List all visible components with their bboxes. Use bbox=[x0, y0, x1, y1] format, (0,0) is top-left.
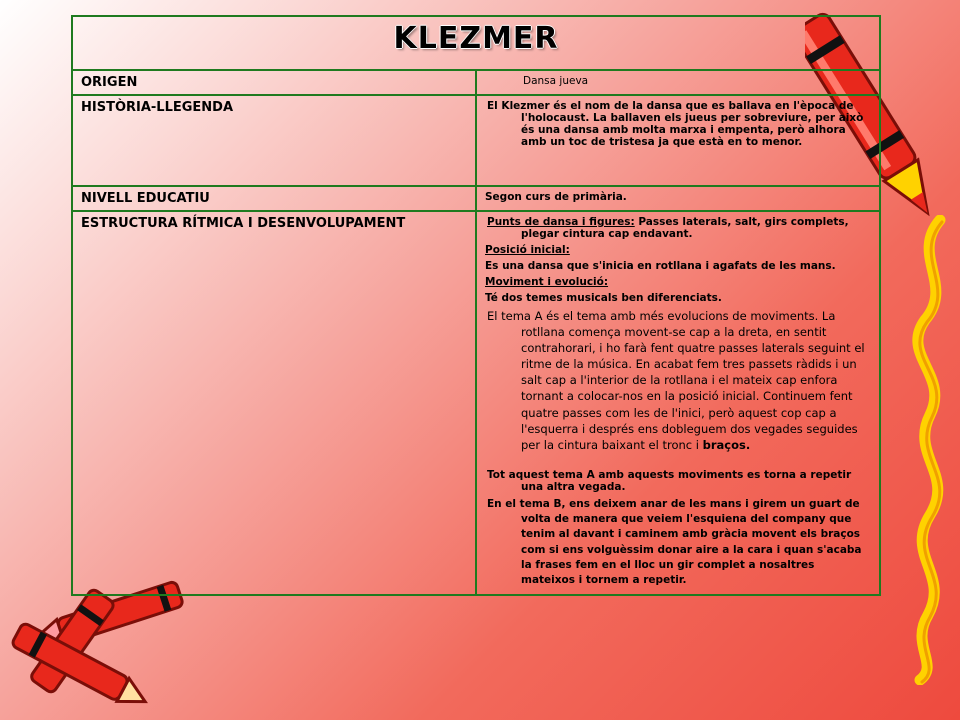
page-title: KLEZMER bbox=[393, 21, 559, 56]
punts-paragraph bbox=[485, 216, 871, 240]
row-origen bbox=[72, 70, 880, 95]
origen-text: Dansa jueva bbox=[523, 75, 589, 87]
value-nivell: Segon curs de primària. bbox=[476, 186, 880, 211]
value-estructura bbox=[476, 211, 880, 595]
value-historia bbox=[476, 95, 880, 186]
tema-b-text: En el tema B, ens deixem anar de les mans i girem un guart de volta de manera que veiem l'esquiena del company que tenim al davant i caminem amb gràcia movent els braços com si ens volguèssim donar aire a la cara i quan s'acaba la frases fem en el lloc un gir complet a nosaltres mateixos i tornem a repetir. bbox=[487, 497, 862, 586]
value-origen bbox=[476, 70, 880, 95]
moviment-text: Té dos temes musicals ben diferenciats. bbox=[485, 292, 722, 304]
estructura-label-text: ESTRUCTURA RÍTMICA I DESENVOLUPAMENT bbox=[81, 216, 406, 231]
row-nivell bbox=[72, 186, 880, 211]
punts-text: Passes laterals, salt, girs complets, plegar cintura cap endavant. bbox=[521, 216, 849, 240]
punts-heading: Punts de dansa i figures: bbox=[487, 216, 635, 228]
tema-a-text: El tema A és el tema amb més evolucions de moviments. La rotllana comença movent-se cap a la dreta, en sentit contrahorari, i ho farà fent quatre passes laterals seguint el ritme de la música. En acabat fem tres passets ràdids i un salt cap a l'interior de la rotllana i el mateix cap enfora tornant a colocar-nos en la posició inicial. Continuem fent quatre passes com les de l'inici, però aquest cop cap a l'esquerra i després ens dobleguem dos vegades seguides per la cintura baixant el tronc i bbox=[487, 309, 865, 452]
posicio-text: Es una dansa que s'inicia en rotllana i agafats de les mans. bbox=[485, 260, 836, 272]
label-nivell: NIVELL EDUCATIU bbox=[72, 186, 476, 211]
historia-text: El Klezmer és el nom de la dansa que es ballava en l'època de l'holocaust. La ballaven els jueus per sobreviure, per això és una dansa amb molta marxa i empenta, però alhora amb un toc de tristesa ja que està en to menor. bbox=[487, 100, 864, 148]
row-estructura bbox=[72, 211, 880, 595]
posicio-heading: Posició inicial: bbox=[485, 244, 570, 256]
title-row bbox=[72, 16, 880, 70]
tema-a-bold: braços. bbox=[702, 437, 751, 452]
label-historia: HISTÒRIA-LLEGENDA bbox=[72, 95, 476, 186]
klezmer-info-table bbox=[71, 15, 881, 596]
label-estructura bbox=[72, 211, 476, 595]
row-historia bbox=[72, 95, 880, 186]
title-cell bbox=[72, 16, 880, 70]
yellow-squiggle-icon bbox=[900, 215, 960, 685]
label-origen: ORIGEN bbox=[72, 70, 476, 95]
tema-a-paragraph bbox=[485, 308, 871, 453]
repeat-text: Tot aquest tema A amb aquests moviments es torna a repetir una altra vegada. bbox=[487, 468, 852, 493]
moviment-heading: Moviment i evolució: bbox=[485, 276, 609, 288]
